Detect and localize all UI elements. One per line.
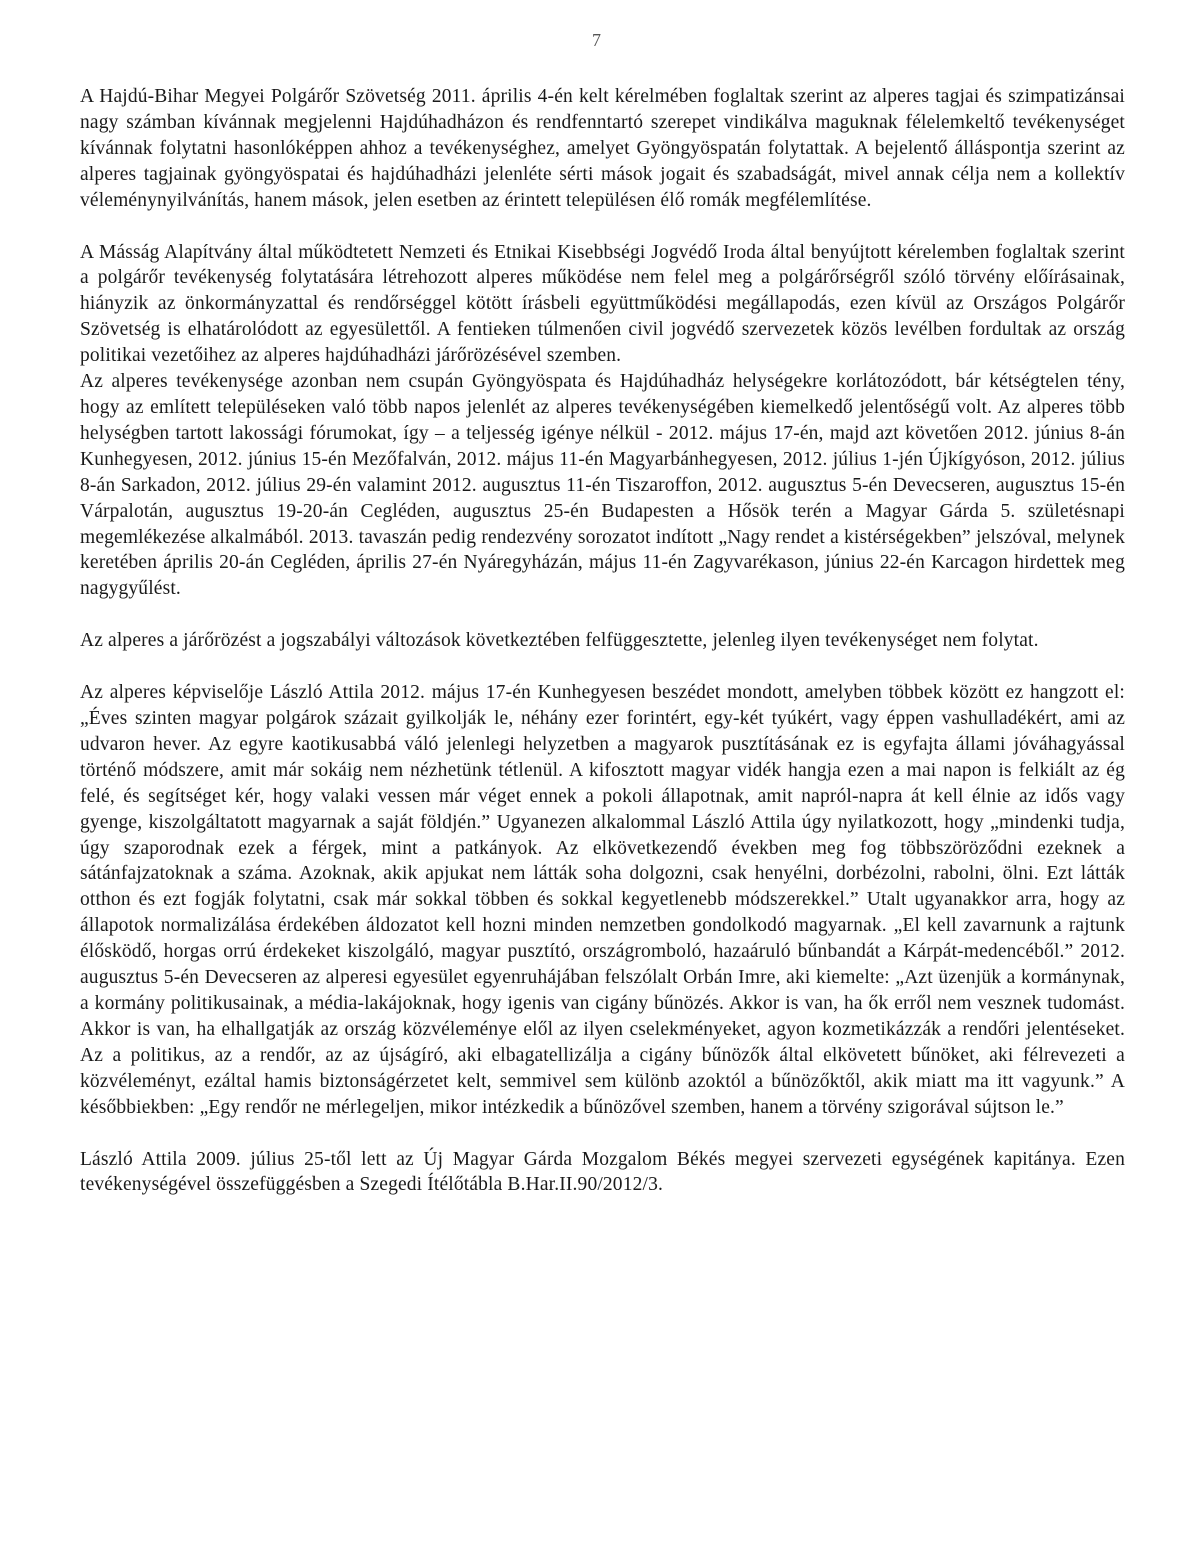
paragraph-speeches: Az alperes képviselője László Attila 2012. május 17-én Kunhegyesen beszédet mondott, amelyben többek között ez hangzott el: „Éves szinten magyar polgárok százait gyilkolják le, néhány ezer forintért, egy-két tyúkért, vagy éppen vashulladékért, ami az udvaron hever. Az egyre kaotikusabbá váló jelenlegi helyzetben a magyarok pusztításának ez is egyfajta állami jóváhagyással történő módszere, amit már sokáig nem nézhetünk tétlenül. A kifosztott magyar vidék hangja ezen a mai napon is felkiált az ég felé, és segítséget kér, hogy valaki vessen már véget ennek a pokoli állapotnak, amit napról-napra át kell élnie az idős vagy gyenge, kiszolgáltatott magyarnak a saját földjén.” Ugyanezen alkalommal László Attila úgy nyilatkozott, hogy „mindenki tudja, úgy szaporodnak ezek a férgek, mint a patkányok. Az elkövetkezendő években meg fog többszöröződni ezeknek a sátánfajzatoknak a száma. Azoknak, akik apjukat nem látták soha dolgozni, csak henyélni, dorbézolni, rabolni, ölni. Ezt látták otthon és ezt fogják folytatni, csak már sokkal többen és sokkal kegyetlenebb módszerekkel.” Utalt ugyanakkor arra, hogy az állapotok normalizálása érdekében áldozatot kell hozni minden nemzetben gondolkodó magyarnak. „El kell zavarnunk a rajtunk élősködő, horgas orrú érdekeket kiszolgáló, magyar pusztító, országromboló, hazaáruló bűnbandát a Kárpát-medencéből.” 2012. augusztus 5-én Devecseren az alperesi egyesület egyenruhájában felszólalt Orbán Imre, aki kiemelte: „Azt üzenjük a kormánynak, a kormány politikusainak, a média-lakájoknak, hogy igenis van cigány bűnözés. Akkor is van, ha ők erről nem vesznek tudomást. Akkor is van, ha elhallgatják az ország közvéleménye elől az ilyen cselekményeket, agyon kozmetikázzák a rendőri jelentéseket. Az a politikus, az a rendőr, az az újságíró, aki elbagatellizálja a cigány bűnözők által elkövetett bűnöket, aki félrevezeti a közvéleményt, ezáltal hamis biztonságérzetet kelt, semmivel sem különb azoktól a bűnözőktől, akik miatt ma itt vagyunk.” A későbbiekben: „Egy rendőr ne mérlegeljen, mikor intézkedik a bűnözővel szemben, hanem a törvény szigorával sújtson le.”	[80, 682, 1125, 1118]
page-number: 7	[592, 30, 601, 50]
paragraph-laszlo-attila-captain: László Attila 2009. július 25-től lett az Új Magyar Gárda Mozgalom Békés megyei szervezeti egységének kapitánya. Ezen tevékenységével összefüggésben a Szegedi Ítélőtábla B.Har.II.90/2012/3.	[80, 1148, 1125, 1196]
paragraph-polgarorszovetseg-request: A Hajdú-Bihar Megyei Polgárőr Szövetség 2011. április 4-én kelt kérelmében foglaltak szerint az alperes tagjai és szimpatizánsai nagy számban kívánnak megjelenni Hajdúhadházon és rendfenntartó szerepet vindikálva maguknak félelemkeltő tevékenységet kívánnak folytatni hasonlóképpen ahhoz a tevékenységhez, amelyet Gyöngyöspatán folytattak. A bejelentő álláspontja szerint az alperes tagjainak gyöngyöspatai és hajdúhadházi jelenléte sérti mások jogait és szabadságát, mivel annak célja nem a kollektív véleménynyilvánítás, hanem mások, jelen esetben az érintett településen élő romák megfélemlítése.	[80, 86, 1125, 211]
document-body	[80, 84, 1125, 1198]
paragraph-activity-locations: Az alperes tevékenysége azonban nem csupán Gyöngyöspata és Hajdúhadház helységekre korlátozódott, bár kétségtelen tény, hogy az említett településeken való több napos jelenlét az alperes tevékenységében kiemelkedő jelentőségű volt. Az alperes több helységben tartott lakossági fórumokat, így – a teljesség igénye nélkül - 2012. május 17-én, majd azt követően 2012. június 8-án Kunhegyesen, 2012. június 15-én Mezőfalván, 2012. május 11-én Magyarbánhegyesen, 2012. július 1-jén Újkígyóson, 2012. július 8-án Sarkadon, 2012. július 29-én valamint 2012. augusztus 11-én Tiszaroffon, 2012. augusztus 5-én Devecseren, augusztus 15-én Várpalotán, augusztus 19-20-án Cegléden, augusztus 25-én Budapesten a Hősök terén a Magyar Gárda 5. születésnapi megemlékezése alkalmából. 2013. tavaszán pedig rendezvény sorozatot indított „Nagy rendet a kistérségekben” jelszóval, melynek keretében április 20-án Cegléden, április 27-én Nyáregyházán, május 11-én Zagyvarékason, június 22-én Karcagon hirdettek meg nagygyűlést.	[80, 371, 1125, 600]
paragraph-patrol-suspended: Az alperes a járőrözést a jogszabályi változások következtében felfüggesztette, jelenleg ilyen tevékenységet nem folytat.	[80, 630, 1039, 652]
paragraph-massag-alapitvany-request: A Másság Alapítvány által működtetett Nemzeti és Etnikai Kisebbségi Jogvédő Iroda által benyújtott kérelemben foglaltak szerint a polgárőr tevékenység folytatására létrehozott alperes működése nem felel meg a polgárőrségről szóló törvény előírásainak, hiányzik az önkormányzattal és rendőrséggel kötött írásbeli együttműködési megállapodás, ezen kívül az Országos Polgárőr Szövetség is elhatárolódott az egyesülettől. A fentieken túlmenően civil jogvédő szervezetek közös levélben fordultak az ország politikai vezetőihez az alperes hajdúhadházi járőrözésével szemben.	[80, 241, 1125, 367]
